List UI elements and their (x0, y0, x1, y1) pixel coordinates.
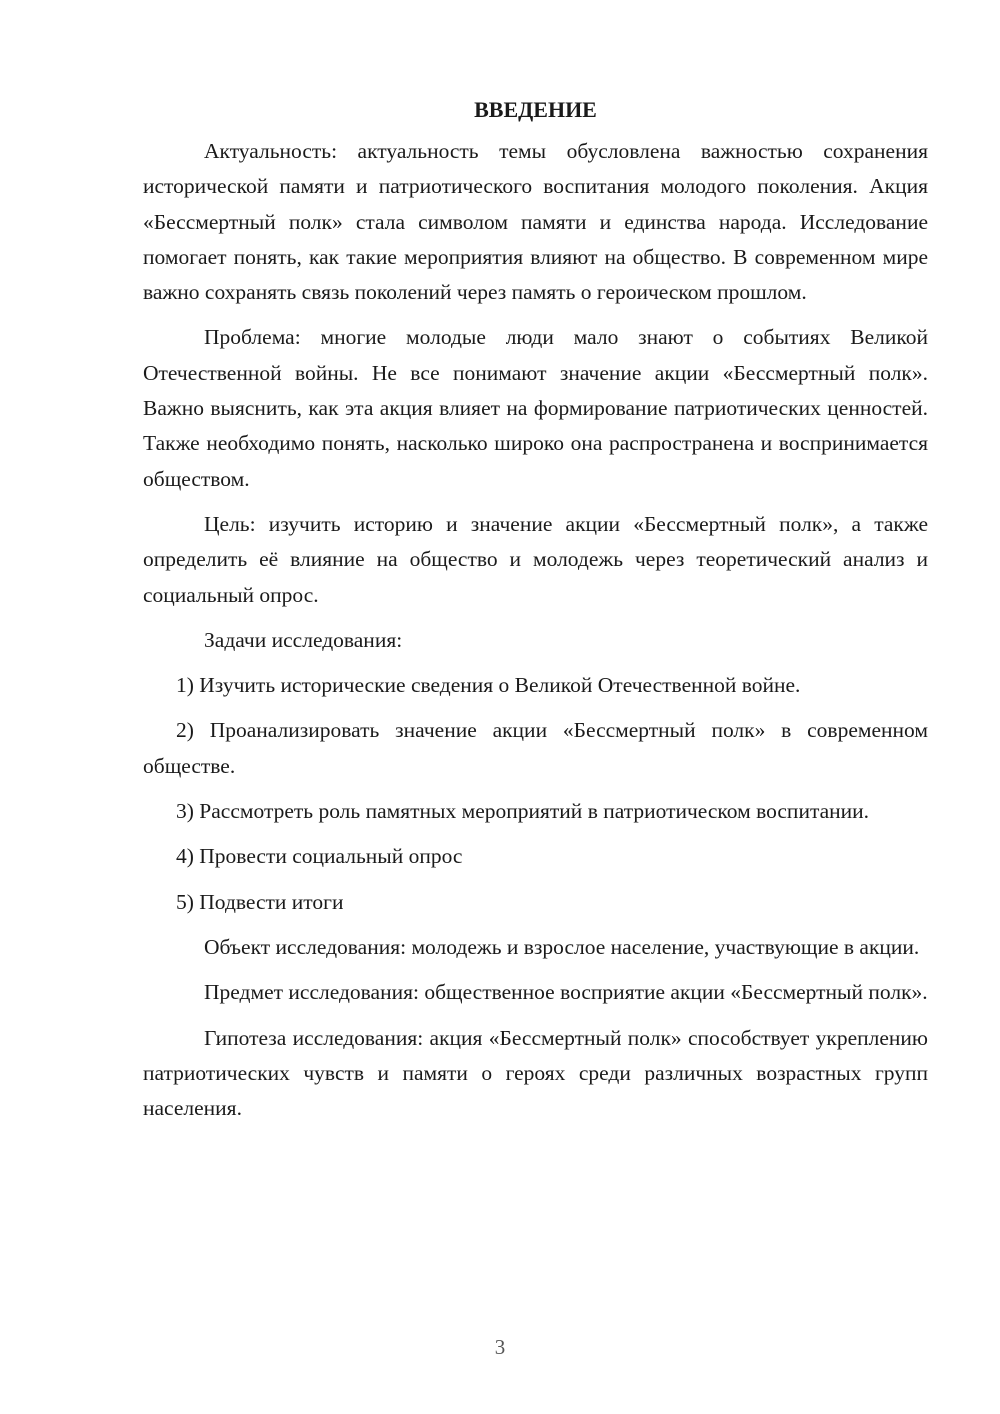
paragraph-tasks-heading: Задачи исследования: (204, 627, 403, 652)
paragraph-object: Объект исследования: молодежь и взрослое население, участвующие в акции. (204, 934, 920, 959)
page-number: 3 (494, 1335, 506, 1359)
list-item-task-4: 4) Провести социальный опрос (176, 844, 463, 869)
paragraph-problem: Проблема: многие молодые люди мало знают о событиях Великой Отечественной войны. Не все понимают значение акции «Бессмертный полк». Важно выяснить, как эта акция влияет на формирование патриотических ценностей. Также необходимо понять, насколько широко она распространена и воспринимается обществом. (143, 325, 928, 491)
list-item-task-2: 2) Проанализировать значение акции «Бессмертный полк» в современном обществе. (143, 718, 928, 778)
paragraph-goal: Цель: изучить историю и значение акции «Бессмертный полк», а также определить её влияние на общество и молодежь через теоретический анализ и социальный опрос. (143, 511, 928, 607)
paragraph-subject: Предмет исследования: общественное восприятие акции «Бессмертный полк». (204, 980, 928, 1005)
list-item-task-5: 5) Подвести итоги (176, 889, 344, 914)
list-item-task-1: 1) Изучить исторические сведения о Великой Отечественной войне. (176, 673, 801, 698)
page-title: ВВЕДЕНИЕ (474, 97, 597, 122)
document-page (143, 94, 928, 1136)
paragraph-relevance: Актуальность: актуальность темы обусловлена важностью сохранения исторической памяти и патриотического воспитания молодого поколения. Акция «Бессмертный полк» стала символом памяти и единства народа. Исследование помогает понять, как такие мероприятия влияют на общество. В современном мире важно сохранять связь поколений через память о героическом прошлом. (143, 139, 928, 305)
list-item-task-3: 3) Рассмотреть роль памятных мероприятий в патриотическом воспитании. (176, 799, 870, 824)
paragraph-hypothesis: Гипотеза исследования: акция «Бессмертный полк» способствует укреплению патриотических чувств и памяти о героях среди различных возрастных групп населения. (143, 1025, 928, 1121)
